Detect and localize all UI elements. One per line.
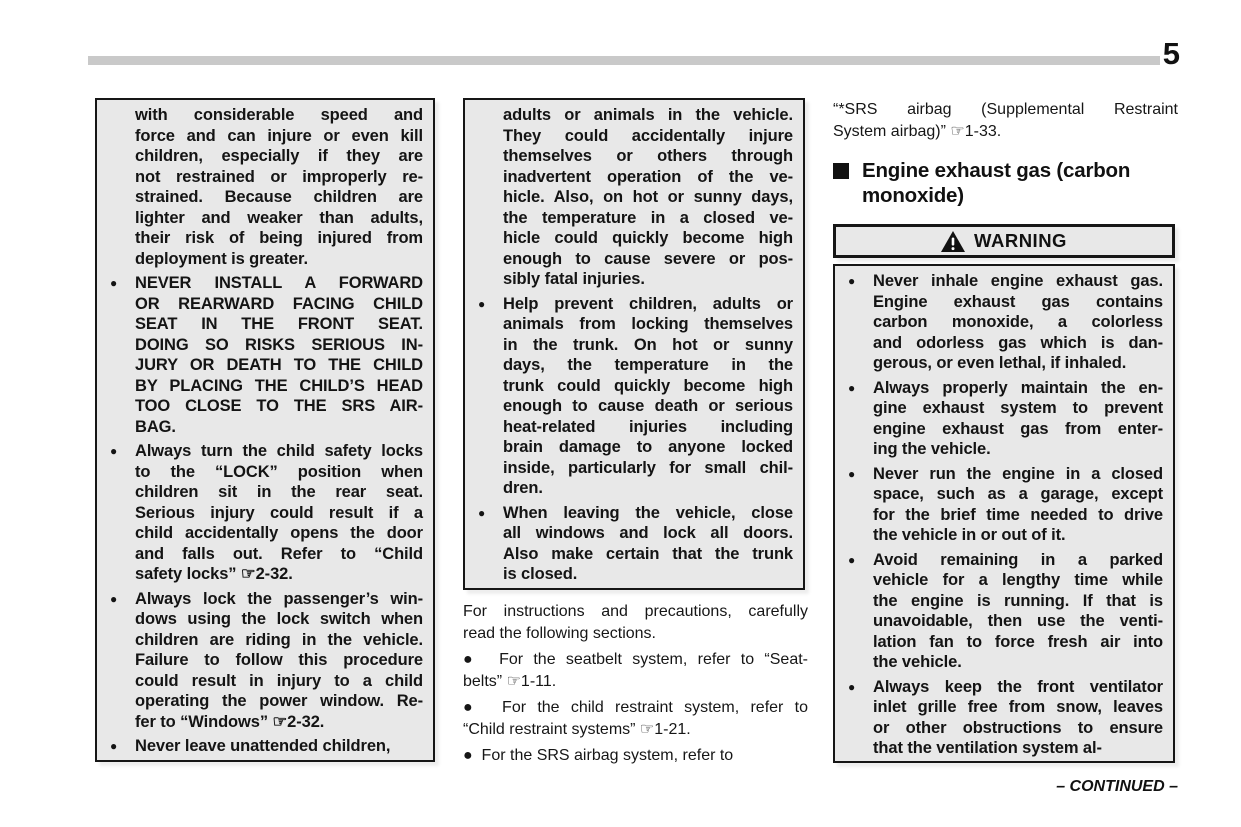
- text-line: children are riding in the vehicle.: [135, 630, 423, 649]
- warning-header: [833, 224, 1175, 258]
- text-line: OR REARWARD FACING CHILD: [135, 294, 423, 313]
- text-line: days, the temperature in the: [503, 356, 793, 374]
- text-line: is closed.: [503, 565, 578, 583]
- text-line: Serious injury could result if a: [135, 503, 423, 522]
- header-rule: [88, 56, 1160, 65]
- text-line: JURY OR DEATH TO THE CHILD: [135, 356, 423, 374]
- text-line: SEAT IN THE FRONT SEAT.: [135, 315, 423, 333]
- paragraph: [463, 649, 808, 692]
- text-line: engine exhaust gas from enter-: [873, 419, 1163, 438]
- text-line: for the brief time needed to drive: [873, 505, 1163, 524]
- vehicle-safety-warning-box: [463, 98, 805, 590]
- text-line: Always lock the passenger’s win-: [135, 589, 423, 608]
- text-line: in the trunk. On hot or sunny: [503, 335, 793, 354]
- child-safety-warning-box: [95, 98, 435, 762]
- heading-line: Engine exhaust gas (carbon: [862, 159, 1131, 182]
- text-line: carbon monoxide, a colorless: [873, 313, 1163, 331]
- engine-exhaust-warning-box: [833, 264, 1175, 763]
- text-line: Engine exhaust gas contains: [873, 292, 1163, 311]
- text-line: trunk could quickly become high: [503, 376, 793, 395]
- bullet-icon: ●: [848, 552, 856, 567]
- text-line: TOO CLOSE TO THE SRS AIR-: [135, 397, 423, 415]
- text-line: with considerable speed and: [135, 106, 423, 124]
- text-line: adults or animals in the vehicle.: [503, 106, 793, 124]
- bullet-icon: ●: [110, 276, 118, 290]
- text-line: Failure to follow this procedure: [135, 651, 423, 669]
- text-line: ● For the SRS airbag system, refer to: [463, 747, 734, 764]
- text-line: and odorless gas which is dan-: [873, 333, 1163, 352]
- bullet-icon: ●: [110, 591, 118, 606]
- bullet-icon: ●: [848, 679, 856, 694]
- text-line: ing the vehicle.: [873, 440, 991, 458]
- continued-marker: – CONTINUED –: [1056, 778, 1178, 795]
- text-line: When leaving the vehicle, close: [503, 503, 793, 522]
- text-line: Always turn the child safety locks: [135, 442, 423, 460]
- bullet-item: [835, 550, 1163, 673]
- bullet-icon: ●: [848, 380, 856, 395]
- text-line: themselves or others through: [503, 147, 793, 165]
- paragraph: [463, 697, 808, 740]
- heading-line: monoxide): [862, 184, 964, 207]
- bullet-item: [465, 294, 793, 499]
- bullet-item: [97, 736, 423, 757]
- text-line: fer to “Windows” ☞2-32.: [135, 712, 325, 731]
- text-line: lation fan to force fresh air into: [873, 632, 1163, 651]
- text-line: They could accidentally injure: [503, 126, 793, 145]
- section-marker-icon: [833, 163, 849, 179]
- text-line: inside, particularly for small chil-: [503, 458, 793, 477]
- text-line: children, especially if they are: [135, 147, 423, 165]
- bullet-item: [97, 589, 423, 733]
- text-line: hicle could quickly become high: [503, 229, 793, 247]
- text-line: animals from locking themselves: [503, 315, 793, 333]
- text-line: “*SRS airbag (Supplemental Restraint: [833, 101, 1178, 118]
- paragraph: [463, 745, 808, 767]
- text-line: gerous, or even lethal, if inhaled.: [873, 354, 1127, 372]
- text-line: For instructions and precautions, carefully: [463, 603, 808, 620]
- text-line: unavoidable, then use the venti-: [873, 612, 1163, 630]
- text-line: inlet grille free from snow, leaves: [873, 698, 1163, 716]
- text-line: NEVER INSTALL A FORWARD: [135, 274, 423, 292]
- text-line: operating the power window. Re-: [135, 692, 423, 710]
- text-line: Never leave unattended children,: [135, 737, 391, 755]
- text-line: sibly fatal injuries.: [503, 270, 645, 288]
- text-line: the vehicle in or out of it.: [873, 526, 1066, 544]
- text-line: Avoid remaining in a parked: [873, 550, 1163, 569]
- text-line: heat-related injuries including: [503, 417, 793, 436]
- bullet-item: [835, 464, 1163, 546]
- text-line: inadvertent operation of the ve-: [503, 167, 793, 186]
- text-line: vehicle for a lengthy time while: [873, 571, 1163, 589]
- text-line: “Child restraint systems” ☞1-21.: [463, 720, 691, 738]
- text-line: all windows and lock all doors.: [503, 524, 793, 542]
- text-line: space, such as a garage, except: [873, 485, 1163, 503]
- text-line: that the ventilation system al-: [873, 739, 1102, 757]
- text-line: enough to cause severe or pos-: [503, 249, 793, 268]
- text-line: strained. Because children are: [135, 188, 423, 206]
- text-line: Help prevent children, adults or: [503, 294, 793, 313]
- paragraph: [463, 601, 808, 644]
- text-line: Never inhale engine exhaust gas.: [873, 272, 1163, 290]
- text-line: dren.: [503, 479, 543, 497]
- text-line: BY PLACING THE CHILD’S HEAD: [135, 376, 423, 395]
- text-line: safety locks” ☞2-32.: [135, 565, 293, 583]
- page-number: 5: [1162, 36, 1180, 71]
- bullet-icon: ●: [110, 444, 118, 458]
- text-line: DOING SO RISKS SERIOUS IN-: [135, 335, 423, 354]
- text-line: System airbag)” ☞1-33.: [833, 122, 1002, 140]
- warning-label: WARNING: [974, 230, 1067, 251]
- text-line: could result in injury to a child: [135, 671, 423, 690]
- text-line: child accidentally opens the door: [135, 524, 423, 542]
- text-line: belts” ☞1-11.: [463, 672, 557, 690]
- section-heading-text: [862, 158, 1130, 208]
- bullet-icon: ●: [110, 739, 118, 753]
- bullet-icon: ●: [848, 274, 856, 288]
- paragraph: [97, 105, 423, 269]
- srs-airbag-reference: [833, 99, 1178, 142]
- text-line: or other obstructions to ensure: [873, 718, 1163, 737]
- bullet-icon: ●: [478, 296, 486, 311]
- warning-triangle-icon: [941, 231, 965, 252]
- text-line: and falls out. Refer to “Child: [135, 544, 423, 563]
- instructions-reference-text: [463, 601, 808, 767]
- text-line: lighter and weaker than adults,: [135, 208, 423, 227]
- text-line: enough to cause death or serious: [503, 397, 793, 415]
- bullet-item: [835, 271, 1163, 374]
- text-line: ● For the child restraint system, refer to: [463, 699, 808, 716]
- bullet-icon: ●: [848, 466, 856, 481]
- text-line: their risk of being injured from: [135, 229, 423, 247]
- text-line: ● For the seatbelt system, refer to “Seat-: [463, 651, 808, 668]
- bullet-item: [835, 677, 1163, 759]
- text-line: Always properly maintain the en-: [873, 378, 1163, 397]
- text-line: the temperature in a closed ve-: [503, 208, 793, 227]
- text-line: not restrained or improperly re-: [135, 167, 423, 186]
- text-line: the engine is running. If that is: [873, 591, 1163, 610]
- text-line: the vehicle.: [873, 653, 962, 671]
- text-line: children sit in the rear seat.: [135, 483, 423, 501]
- bullet-item: [97, 273, 423, 437]
- text-line: dows using the lock switch when: [135, 610, 423, 628]
- text-line: gine exhaust system to prevent: [873, 399, 1163, 417]
- text-line: Never run the engine in a closed: [873, 464, 1163, 483]
- bullet-item: [835, 378, 1163, 460]
- text-line: deployment is greater.: [135, 249, 308, 268]
- text-line: force and can injure or even kill: [135, 126, 423, 145]
- text-line: Also make certain that the trunk: [503, 544, 793, 563]
- text-line: brain damage to anyone locked: [503, 438, 793, 456]
- text-line: Always keep the front ventilator: [873, 677, 1163, 696]
- text-line: to the “LOCK” position when: [135, 462, 423, 481]
- bullet-item: [465, 503, 793, 585]
- text-line: hicle. Also, on hot or sunny days,: [503, 188, 793, 206]
- text-line: read the following sections.: [463, 624, 656, 642]
- section-heading-engine-exhaust: [833, 158, 1178, 208]
- paragraph: [465, 105, 793, 290]
- bullet-item: [97, 441, 423, 585]
- text-line: BAG.: [135, 417, 176, 436]
- bullet-icon: ●: [478, 505, 486, 520]
